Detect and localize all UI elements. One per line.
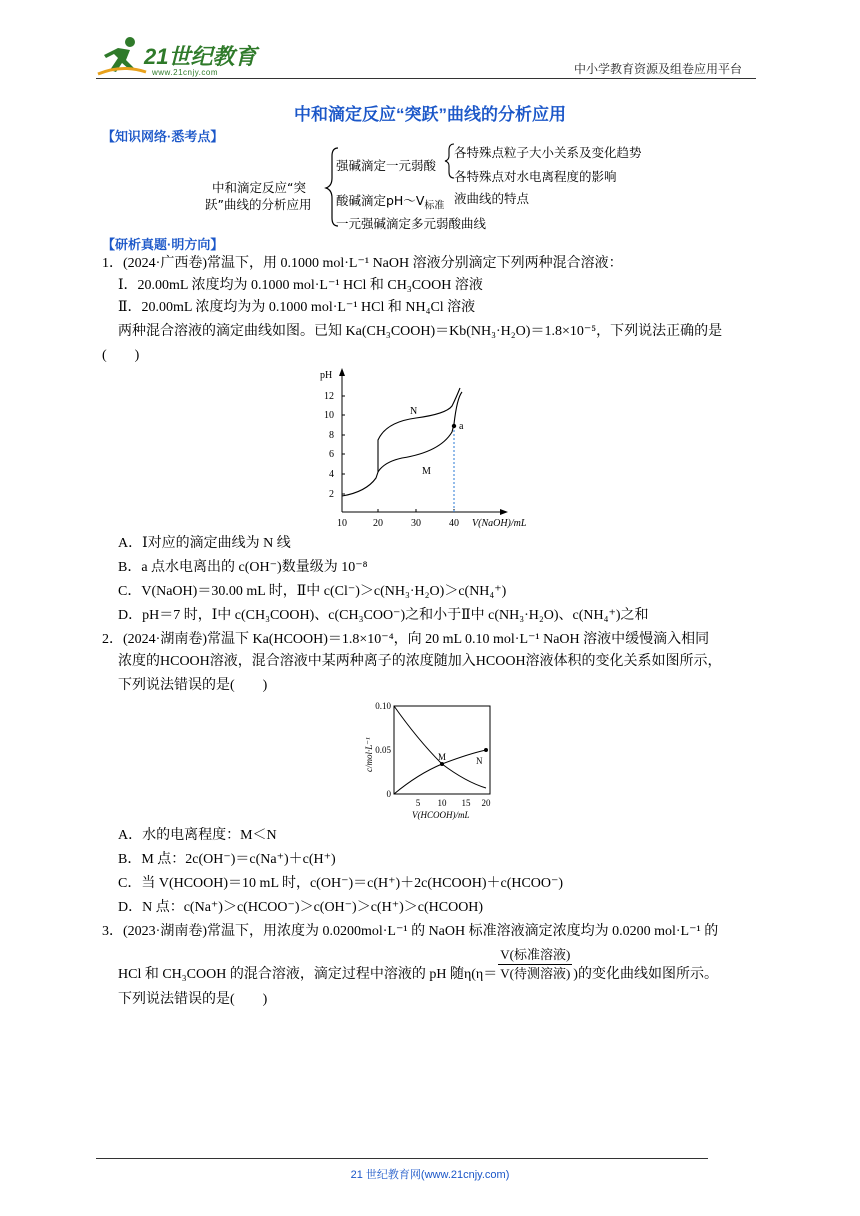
y-tick: 8	[329, 430, 334, 441]
knowledge-root-2: 跃”曲线的分析应用	[205, 197, 312, 212]
x-axis-arrow-icon	[500, 509, 508, 515]
x-tick: 15	[461, 798, 471, 808]
q2-option-a[interactable]: A．水的电离程度：M＜N	[118, 828, 277, 843]
y-tick: 0	[386, 789, 391, 799]
x-tick: 30	[411, 518, 421, 529]
curve-decreasing	[394, 706, 486, 788]
knowledge-leaf-1b: 各特殊点对水电离程度的影响	[454, 169, 617, 184]
chart1-xticks	[337, 518, 459, 529]
knowledge-leaf-1a: 各特殊点粒子大小关系及变化趋势	[454, 145, 642, 160]
chart1-axes	[342, 372, 504, 512]
y-tick: 6	[329, 449, 334, 460]
q2-stem-3: 下列说法错误的是( )	[118, 678, 268, 693]
q1-description: 两种混合溶液的滴定曲线如图。已知 Ka(CH₃COOH)＝Kb(NH₃·H₂O)＝1.8×10⁻⁵，下列说法正确的是	[118, 324, 723, 339]
point-N	[484, 748, 488, 752]
x-tick: 5	[415, 798, 421, 808]
label-M: M	[422, 466, 431, 477]
q1-option-c[interactable]: C．V(NaOH)＝30.00 mL 时，Ⅱ中 c(Cl⁻)＞c(NH₃·H₂O)＞c(NH₄⁺)	[118, 584, 507, 599]
q1-option-d[interactable]: D．pH＝7 时，Ⅰ中 c(CH₃COOH)、c(CH₃COO⁻)之和小于Ⅱ中 c(NH₃·H₂O)、c(NH₄⁺)之和	[118, 608, 649, 623]
label-M: M	[438, 752, 447, 762]
chart2-yticks	[375, 701, 391, 799]
y-tick: 12	[324, 391, 334, 402]
section-exam: 【研析真题·明方向】	[102, 237, 224, 252]
x-tick: 20	[481, 798, 491, 808]
logo-text: 21世纪教育	[144, 44, 257, 69]
logo	[96, 34, 266, 80]
q1-option-a[interactable]: A．Ⅰ对应的滴定曲线为 N 线	[118, 536, 291, 551]
y-tick: 10	[324, 410, 334, 421]
platform-name: 中小学教育资源及组卷应用平台	[574, 62, 743, 76]
footer-rule	[96, 1158, 708, 1159]
chart2-xticks	[416, 798, 491, 808]
knowledge-root-1: 中和滴定反应“突	[212, 180, 306, 195]
q3-stem-2: HCl 和 CH₃COOH 的混合溶液，滴定过程中溶液的 pH 随η(η＝ V(标准溶液) V(待测溶液) )的变化曲线如图所示。	[118, 947, 718, 982]
page-title: 中和滴定反应“突跃”曲线的分析应用	[294, 105, 566, 124]
q2-option-b[interactable]: B．M 点：2c(OH⁻)＝c(Na⁺)＋c(H⁺)	[118, 852, 336, 867]
x-tick: 10	[337, 518, 347, 529]
q2-stem-1: 2．(2024·湖南卷)常温下 Ka(HCOOH)＝1.8×10⁻⁴，向 20 mL 0.10 mol·L⁻¹ NaOH 溶液中缓慢滴入相同	[102, 632, 710, 647]
q1-stem: 1．(2024·广西卷)常温下，用 0.1000 mol·L⁻¹ NaOH 溶液分别滴定下列两种混合溶液：	[102, 256, 623, 271]
x-tick: 20	[373, 518, 383, 529]
chart1-yticks	[324, 391, 334, 500]
header-rule	[96, 78, 756, 79]
chart1-xlabel: V(NaOH)/mL	[472, 518, 527, 529]
knowledge-leaf-2: 液曲线的特点	[454, 191, 530, 206]
q2-stem-2: 浓度的HCOOH溶液，混合溶液中某两种离子的浓度随加入HCOOH溶液体积的变化关系如图所示，	[118, 654, 722, 669]
y-tick: 0.10	[375, 701, 391, 711]
logo-url: www.21cnjy.com	[152, 68, 218, 77]
label-N: N	[410, 406, 418, 417]
runner-logo-icon	[96, 34, 148, 80]
section-knowledge: 【知识网络·悉考点】	[102, 129, 224, 144]
label-a: a	[459, 421, 464, 432]
footer-text[interactable]: 21 世纪教育网(www.21cnjy.com)	[350, 1169, 510, 1181]
q1-mixture-i: Ⅰ．20.00mL 浓度均为 0.1000 mol·L⁻¹ HCl 和 CH₃COOH 溶液	[118, 278, 483, 293]
q3-stem-3: 下列说法错误的是( )	[118, 992, 268, 1007]
curve-N	[342, 388, 460, 496]
q1-option-b[interactable]: B．a 点水电离出的 c(OH⁻)数量级为 10⁻⁸	[118, 560, 368, 575]
curve-M	[378, 392, 462, 472]
x-tick: 10	[437, 798, 447, 808]
y-axis-arrow-icon	[339, 368, 345, 376]
q1-titration-chart	[312, 364, 552, 534]
q1-answer-paren: ( )	[102, 348, 140, 363]
knowledge-branch-2: 酸碱滴定$pH\sim V_{标准}$	[336, 193, 445, 212]
chart2-frame	[394, 706, 490, 794]
q3-stem-1: 3．(2023·湖南卷)常温下，用浓度为 0.0200mol·L⁻¹ 的 NaOH 标准溶液滴定浓度均为 0.0200 mol·L⁻¹ 的	[102, 924, 719, 939]
chart2-ylabel: c/mol·L⁻¹	[364, 737, 374, 772]
y-tick: 0.05	[375, 745, 391, 755]
q2-option-c[interactable]: C．当 V(HCOOH)＝10 mL 时，c(OH⁻)＝c(H⁺)＋2c(HCOOH)＋c(HCOO⁻)	[118, 876, 564, 891]
point-a	[452, 424, 456, 428]
label-N: N	[476, 756, 483, 766]
q1-mixture-ii: Ⅱ．20.00mL 浓度均为为 0.1000 mol·L⁻¹ HCl 和 NH₄Cl 溶液	[118, 300, 476, 315]
y-tick: 2	[329, 489, 334, 500]
point-M	[440, 762, 444, 766]
chart1-ylabel: pH	[320, 370, 333, 381]
knowledge-branch-1: 强碱滴定一元弱酸	[336, 158, 437, 173]
knowledge-branch-3: 一元强碱滴定多元弱酸曲线	[336, 216, 487, 231]
q2-concentration-chart	[358, 700, 508, 828]
x-tick: 40	[449, 518, 459, 529]
y-tick: 4	[329, 469, 334, 480]
q2-option-d[interactable]: D．N 点：c(Na⁺)＞c(HCOO⁻)＞c(OH⁻)＞c(H⁺)＞c(HCOOH)	[118, 900, 484, 915]
eta-fraction: V(标准溶液) V(待测溶液)	[500, 947, 571, 981]
chart2-xlabel: V(HCOOH)/mL	[412, 810, 470, 820]
